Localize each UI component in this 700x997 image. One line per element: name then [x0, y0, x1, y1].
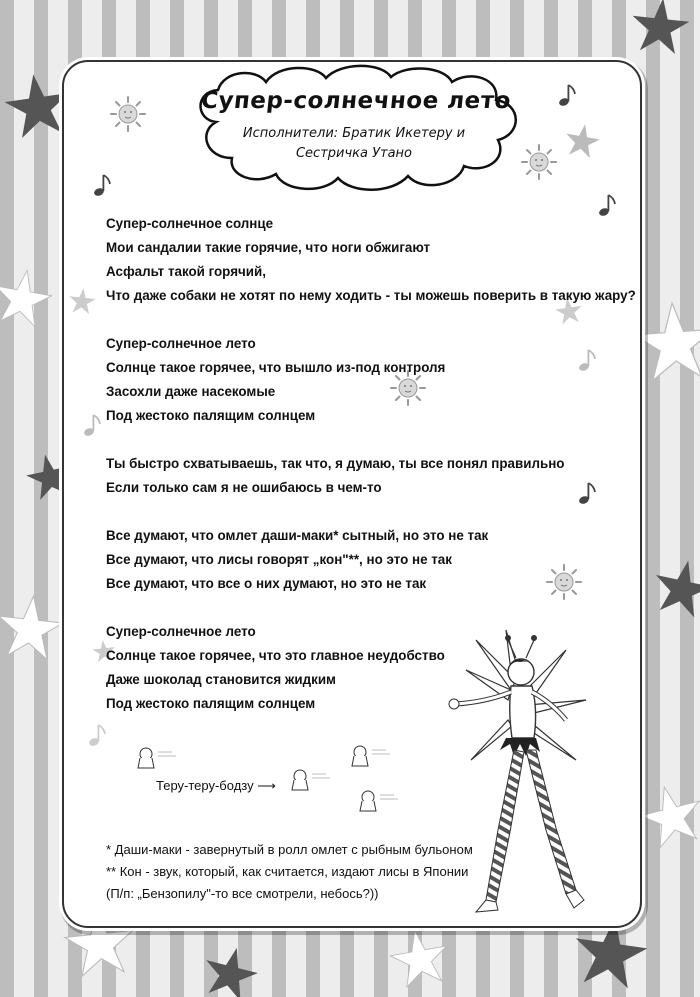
- performers: [214, 124, 494, 164]
- lyric-line: Супер-солнечное лето: [106, 336, 256, 351]
- lyric-line: Солнце такое горячее, что вышло из-под контроля: [106, 360, 446, 375]
- lyric-line: Что даже собаки не хотят по нему ходить - ты можешь поверить в такую жару?: [106, 288, 636, 303]
- star-icon: [387, 926, 453, 989]
- lyric-line: Все думают, что все о них думают, но это не так: [106, 576, 427, 591]
- music-note-icon: [83, 415, 100, 437]
- star-icon: [199, 941, 263, 997]
- stanza: [106, 452, 636, 500]
- lyric-line: Все думают, что лисы говорят „кон"**, но это не так: [106, 552, 452, 567]
- sun-icon: [111, 97, 145, 131]
- lyric-line: Под жестоко палящим солнцем: [106, 696, 316, 711]
- music-note-icon: [558, 85, 575, 107]
- song-title: Супер-солнечное лето: [199, 88, 513, 114]
- lyric-line: Асфальт такой горячий,: [106, 264, 266, 279]
- star-icon: [632, 300, 700, 381]
- footnote: (П/п: „Бензопилу"-то все смотрели, небось?)): [106, 886, 379, 901]
- teru-teru-bozu-label: Теру-теру-бодзу ⟶: [156, 778, 276, 793]
- stanza: [106, 212, 636, 308]
- lyric-line: Супер-солнечное лето: [106, 624, 256, 639]
- teru-teru-bozu-icon: [352, 746, 390, 766]
- lyric-line: Даже шоколад становится жидким: [106, 672, 336, 687]
- lyric-line: Все думают, что омлет даши-маки* сытный, но это не так: [106, 528, 489, 543]
- sun-icon: [522, 145, 556, 179]
- lyric-line: Солнце такое горячее, что это главное неудобство: [106, 648, 445, 663]
- dancing-figure-illustration: [416, 610, 596, 925]
- stanza: [106, 524, 636, 596]
- performers-line: Сестричка Утано: [295, 146, 413, 161]
- music-note-icon: [88, 725, 105, 747]
- teru-teru-bozu-icon: [360, 791, 398, 811]
- lyrics-panel: [62, 60, 642, 928]
- teru-teru-bozu-icon: [292, 770, 330, 790]
- star-icon: [635, 780, 700, 851]
- performers-line: Исполнители: Братик Икетеру и: [242, 126, 466, 141]
- lyric-line: Супер-солнечное солнце: [106, 216, 274, 231]
- star-icon: [0, 593, 66, 661]
- stanza: [106, 332, 636, 428]
- star-icon: [629, 0, 691, 55]
- lyric-line: Ты быстро схватываешь, так что, я думаю, ты все понял правильно: [106, 456, 565, 471]
- star-icon: [0, 266, 55, 329]
- lyric-line: Засохли даже насекомые: [106, 384, 276, 399]
- lyric-line: Мои сандалии такие горячие, что ноги обжигают: [106, 240, 431, 255]
- footnote: * Даши-маки - завернутый в ролл омлет с рыбным бульоном: [106, 842, 473, 857]
- star-icon: [649, 555, 700, 620]
- lyric-line: Если только сам я не ошибаюсь в чем-то: [106, 480, 382, 495]
- star-icon: [563, 121, 602, 159]
- footnote: ** Кон - звук, который, как считается, издают лисы в Японии: [106, 864, 469, 879]
- teru-teru-bozu-icon: [138, 748, 176, 768]
- lyric-line: Под жестоко палящим солнцем: [106, 408, 316, 423]
- star-icon: [68, 287, 97, 315]
- music-note-icon: [93, 175, 110, 197]
